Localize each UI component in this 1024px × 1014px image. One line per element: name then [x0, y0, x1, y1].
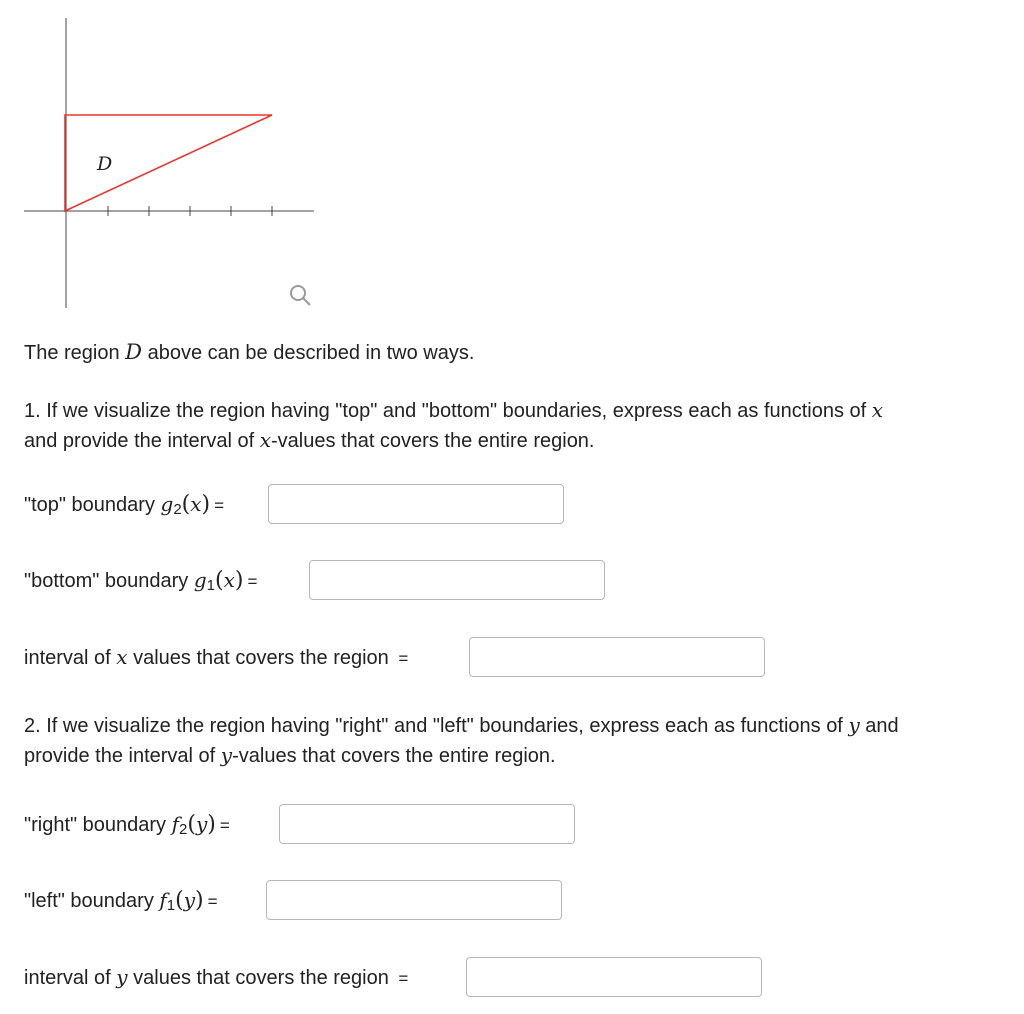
part1-instructions: 1. If we visualize the region having "top" and "bottom" boundaries, express each as functions of x and provide the interval of x-values that covers the entire region. — [24, 398, 884, 452]
top-boundary-input[interactable] — [268, 484, 564, 524]
x-interval-input[interactable] — [469, 637, 765, 677]
right-boundary-input[interactable] — [279, 804, 575, 844]
intro-text: The region D above can be described in two ways. — [24, 340, 475, 364]
right-boundary-label: "right" boundary f2(y) = — [24, 812, 230, 838]
x-interval-label: interval of x values that covers the region = — [24, 645, 409, 669]
part2-instructions: 2. If we visualize the region having "right" and "left" boundaries, express each as functions of y and provide the interval of y-values that covers the entire region. — [24, 713, 899, 767]
left-boundary-input[interactable] — [266, 880, 562, 920]
region-label: D — [97, 153, 113, 175]
region-symbol: D — [125, 340, 143, 364]
zoom-icon[interactable] — [291, 286, 310, 305]
left-boundary-label: "left" boundary f1(y) = — [24, 888, 218, 914]
bottom-boundary-input[interactable] — [309, 560, 605, 600]
y-interval-label: interval of y values that covers the region = — [24, 965, 409, 989]
top-boundary-label: "top" boundary g2(x) = — [24, 492, 225, 518]
bottom-boundary-label: "bottom" boundary g1(x) = — [24, 568, 258, 594]
region-graph — [18, 12, 328, 312]
y-interval-input[interactable] — [466, 957, 762, 997]
